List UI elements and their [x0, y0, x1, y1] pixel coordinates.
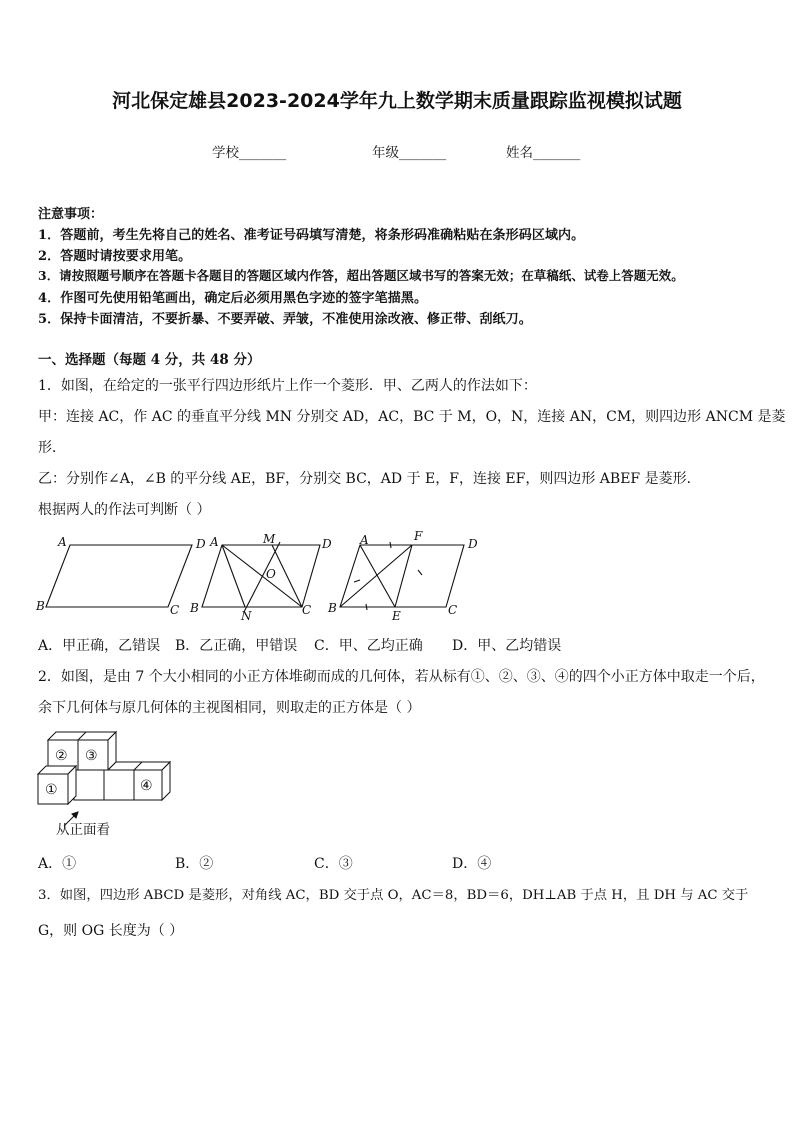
q1-figure — [30, 530, 490, 625]
cube-label: ② — [55, 748, 68, 764]
fig1-label: C — [170, 603, 180, 617]
q1-method-yi: 乙：分别作∠A，∠B 的平分线 AE，BF，分别交 BC，AD 于 E，F，连接 EF，则四边形 ABEF 是菱形． — [38, 471, 701, 487]
q1-method-jia: 甲：连接 AC，作 AC 的垂直平分线 MN 分别交 AD，AC，BC 于 M，O，N，连接 AN，CM，则四边形 ANCM 是菱 — [38, 409, 786, 425]
q2-stem-cont: 余下几何体与原几何体的主视图相同，则取走的正方体是（ ） — [38, 700, 421, 716]
fig1-label: A — [58, 535, 67, 549]
note-item: 4．作图可先使用铅笔画出，确定后必须用黑色字迹的签字笔描黑。 — [38, 291, 428, 306]
note-item: 5．保持卡面清洁，不要折暴、不要弄破、弄皱，不准使用涂改液、修正带、刮纸刀。 — [38, 312, 532, 327]
fig2-label: D — [322, 537, 332, 551]
fig3-label: E — [392, 609, 401, 623]
q2-stem: 2．如图，是由 7 个大小相同的小正方体堆砌而成的几何体，若从标有①、②、③、④的四个小正方体中取走一个后， — [38, 669, 765, 685]
fig3-label: A — [360, 533, 369, 547]
cube-label: ③ — [85, 748, 98, 764]
fig2-label: O — [266, 567, 276, 581]
fig2-label: C — [302, 603, 312, 617]
q3-stem-cont: G，则 OG 长度为（ ） — [38, 923, 184, 939]
parallelogram-1 — [46, 545, 192, 607]
section-heading: 一、选择题（每题 4 分，共 48 分） — [38, 352, 261, 368]
cube-label: ① — [45, 782, 58, 798]
name-field[interactable]: 姓名_______ — [506, 145, 581, 161]
fig1-label: D — [196, 537, 206, 551]
q2-option-a[interactable]: A．① — [38, 856, 77, 872]
q2-option-c[interactable]: C．③ — [314, 856, 353, 872]
fig3-label: C — [448, 603, 458, 617]
segment-ef — [395, 545, 412, 607]
grade-field[interactable]: 年级_______ — [372, 145, 447, 161]
fig1-label: B — [36, 599, 45, 613]
bisector-ae — [360, 545, 395, 607]
fig3-label: F — [414, 530, 423, 543]
fig2-label: B — [190, 601, 199, 615]
note-item: 1．答题前，考生先将自己的姓名、准考证号码填写清楚，将条形码准确粘贴在条形码区域内。 — [38, 228, 585, 243]
q1-ask: 根据两人的作法可判断（ ） — [38, 502, 211, 518]
page-title: 河北保定雄县2023-2024学年九上数学期末质量跟踪监视模拟试题 — [112, 90, 682, 112]
fig3-label: D — [468, 537, 478, 551]
fig2-label: M — [263, 532, 276, 546]
note-item: 3．请按照题号顺序在答题卡各题目的答题区域内作答，超出答题区域书写的答案无效；在草稿纸、试卷上答题无效。 — [38, 268, 684, 283]
q1-stem: 1．如图，在给定的一张平行四边形纸片上作一个菱形．甲、乙两人的作法如下： — [38, 378, 537, 394]
q1-option-b[interactable]: B．乙正确，甲错误 — [175, 638, 298, 654]
q1-option-a[interactable]: A．甲正确，乙错误 — [38, 638, 161, 654]
notes-heading: 注意事项： — [38, 207, 104, 222]
q1-option-c[interactable]: C．甲、乙均正确 — [314, 638, 423, 654]
fig2-label: A — [210, 535, 219, 549]
fig3-label: B — [328, 601, 337, 615]
q1-option-d[interactable]: D．甲、乙均错误 — [452, 638, 562, 654]
q2-option-d[interactable]: D．④ — [452, 856, 492, 872]
q1-method-jia-cont: 形． — [38, 440, 66, 456]
note-item: 2．答题时请按要求用笔。 — [38, 249, 192, 264]
fig2-label: N — [241, 609, 252, 623]
parallelogram-2 — [202, 545, 320, 607]
bisector-bf — [340, 545, 412, 607]
school-field[interactable]: 学校_______ — [212, 145, 287, 161]
q2-option-b[interactable]: B．② — [175, 856, 214, 872]
segment-cm — [272, 545, 302, 607]
view-direction-label: 从正面看 — [56, 822, 110, 838]
cube-label: ④ — [140, 778, 153, 794]
q3-stem: 3．如图，四边形 ABCD 是菱形，对角线 AC，BD 交于点 O，AC＝8，BD＝6，DH⊥AB 于点 H，且 DH 与 AC 交于 — [38, 888, 749, 903]
